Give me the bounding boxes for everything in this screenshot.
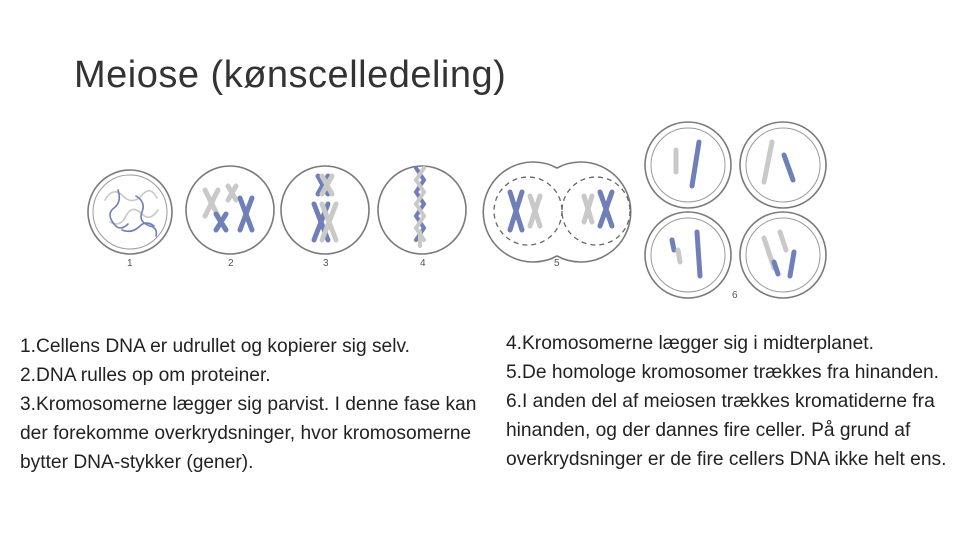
stage-4-cell xyxy=(378,166,466,254)
stage-number-1: 1 xyxy=(127,258,133,269)
daughter-cell-top-right xyxy=(740,122,826,208)
stage-3-cell xyxy=(281,166,369,254)
stage-5-cell xyxy=(483,162,630,262)
description-left xyxy=(20,332,490,477)
stage-number-4: 4 xyxy=(420,258,426,269)
stage-1-cell xyxy=(88,170,172,254)
daughter-cell-top-left xyxy=(645,122,731,208)
daughter-cell-bottom-left xyxy=(645,212,731,298)
step-5-text: 5.De homologe kromosomer trækkes fra hinanden. xyxy=(506,362,939,383)
stage-number-5: 5 xyxy=(554,258,560,269)
stage-number-2: 2 xyxy=(228,258,234,269)
step-2-text: 2.DNA rulles op om proteiner. xyxy=(20,365,271,386)
stage-number-6: 6 xyxy=(732,290,738,301)
step-1-text: 1.Cellens DNA er udrullet og kopierer sig selv. xyxy=(20,336,410,357)
step-3-text: 3.Kromosomerne lægger sig parvist. I denne fase kan der forekomme overkrydsninger, hvor kromosomerne bytter DNA-stykker (gener). xyxy=(20,394,477,473)
page-title: Meiose (kønscelledeling) xyxy=(74,54,507,96)
stage-6-cells xyxy=(645,122,826,298)
step-4-text: 4.Kromosomerne lægger sig i midterplanet. xyxy=(506,333,874,354)
description-right xyxy=(506,329,951,474)
daughter-cell-bottom-right xyxy=(740,212,826,298)
stage-2-cell xyxy=(186,166,274,254)
step-6-text: 6.I anden del af meiosen trækkes kromatiderne fra hinanden, og der dannes fire celler. På grund af overkrydsninger er de fire cellers DNA ikke helt ens. xyxy=(506,391,947,470)
stage-number-3: 3 xyxy=(323,258,329,269)
